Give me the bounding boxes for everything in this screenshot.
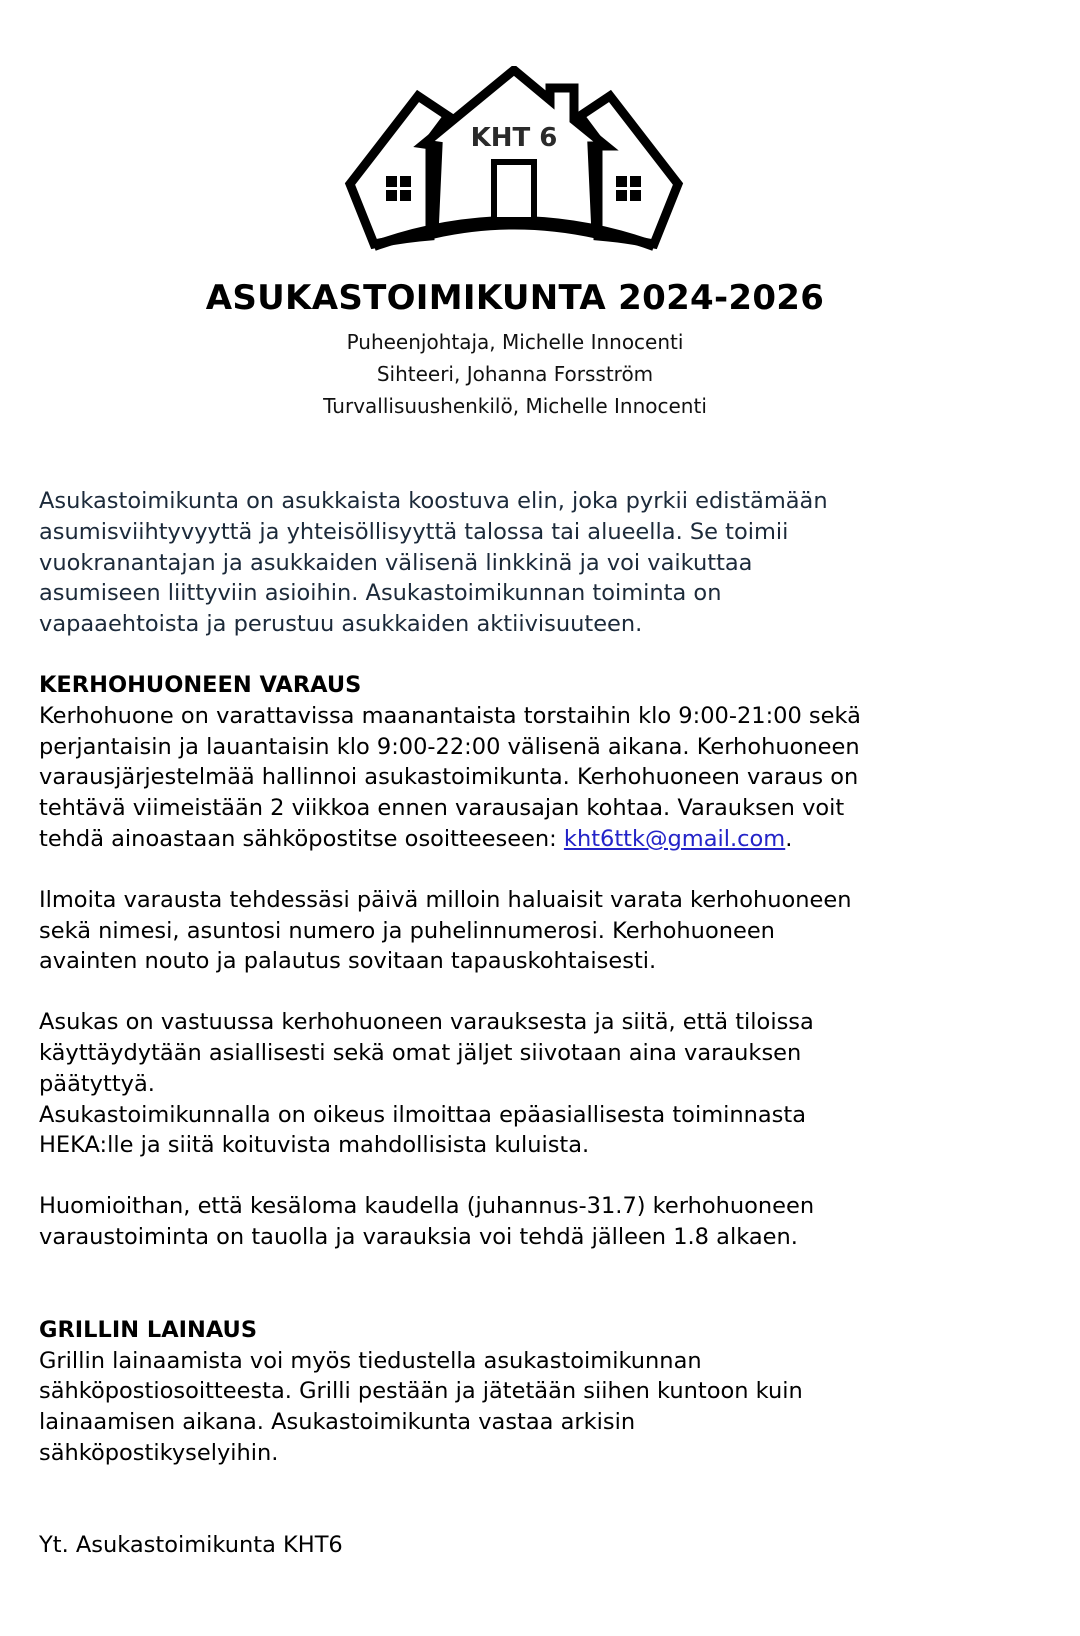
text-line: Asukastoimikunnalla on oikeus ilmoittaa epäasiallisesta toiminnasta xyxy=(39,1101,806,1128)
spacer xyxy=(39,1253,1019,1315)
page-title: ASUKASTOIMIKUNTA 2024-2026 xyxy=(205,278,825,318)
text-line: sähköpostikyselyihin. xyxy=(39,1439,279,1466)
signature: Yt. Asukastoimikunta KHT6 xyxy=(39,1532,343,1558)
committee-roles xyxy=(0,326,1030,422)
text-line: Ilmoita varausta tehdessäsi päivä milloin haluaisit varata kerhohuoneen xyxy=(39,886,852,913)
text-line: sekä nimesi, asuntosi numero ja puhelinnumerosi. Kerhohuoneen xyxy=(39,917,775,944)
main-content xyxy=(39,486,1019,1469)
intro-paragraph xyxy=(39,486,1019,640)
summer-break-paragraph xyxy=(39,1191,1019,1253)
logo-label: KHT 6 xyxy=(470,123,558,153)
role-safety-officer: Turvallisuushenkilö, Michelle Innocenti xyxy=(323,394,707,418)
kht6-logo xyxy=(344,66,684,252)
text-line: Asukas on vastuussa kerhohuoneen varauksesta ja siitä, että tiloissa xyxy=(39,1009,814,1036)
email-link[interactable]: kht6ttk@gmail.com xyxy=(563,825,786,852)
grill-heading: GRILLIN LAINAUS xyxy=(39,1316,258,1343)
text-line: sähköpostiosoitteesta. Grilli pestään ja jätetään siihen kuntoon kuin xyxy=(39,1378,803,1405)
club-room-hours-paragraph xyxy=(39,701,1019,855)
text-line: vapaaehtoista ja perustuu asukkaiden aktiivisuuteen. xyxy=(39,611,643,638)
text-line: avainten nouto ja palautus sovitaan tapauskohtaisesti. xyxy=(39,948,657,975)
text-line: päätyttyä. xyxy=(39,1070,155,1097)
text-line: Asukastoimikunta on asukkaista koostuva elin, joka pyrkii edistämään xyxy=(39,488,828,514)
text-line: Huomioithan, että kesäloma kaudella (juhannus-31.7) kerhohuoneen xyxy=(39,1193,815,1220)
text-line: käyttäydytään asiallisesti sekä omat jäljet siivotaan aina varauksen xyxy=(39,1039,802,1066)
text-line: Kerhohuone on varattavissa maanantaista torstaihin klo 9:00-21:00 sekä xyxy=(39,702,861,729)
text-line: vuokranantajan ja asukkaiden välisenä linkkinä ja voi vaikuttaa xyxy=(39,549,753,576)
text-line xyxy=(39,824,1019,855)
grill-section xyxy=(39,1315,1019,1469)
grill-paragraph xyxy=(39,1346,1019,1469)
text-line: varaustoiminta on tauolla ja varauksia voi tehdä jälleen 1.8 alkaen. xyxy=(39,1223,798,1250)
text-line: perjantaisin ja lauantaisin klo 9:00-22:00 välisenä aikana. Kerhohuoneen xyxy=(39,733,860,760)
text-line: lainaamisen aikana. Asukastoimikunta vastaa arkisin xyxy=(39,1409,636,1436)
email-suffix: . xyxy=(785,825,793,852)
text-line: tehtävä viimeistään 2 viikkoa ennen varausajan kohtaa. Varauksen voit xyxy=(39,795,845,822)
houses-logo-icon xyxy=(344,66,684,252)
email-prefix: tehdä ainoastaan sähköpostitse osoitteeseen: xyxy=(39,825,564,852)
text-line: asumiseen liittyviin asioihin. Asukastoimikunnan toiminta on xyxy=(39,580,722,607)
role-secretary: Sihteeri, Johanna Forsström xyxy=(376,362,654,386)
text-line: varausjärjestelmää hallinnoi asukastoimikunta. Kerhohuoneen varaus on xyxy=(39,764,859,791)
text-line: Grillin lainaamista voi myös tiedustella asukastoimikunnan xyxy=(39,1347,702,1374)
text-line: asumisviihtyvyyttä ja yhteisöllisyyttä talossa tai alueella. Se toimii xyxy=(39,518,789,545)
text-line: HEKA:lle ja siitä koituvista mahdollisista kuluista. xyxy=(39,1132,590,1159)
role-chair: Puheenjohtaja, Michelle Innocenti xyxy=(346,330,684,354)
club-room-booking-info-paragraph xyxy=(39,885,1019,977)
club-room-responsibility-paragraph xyxy=(39,1007,1019,1161)
club-room-section xyxy=(39,670,1019,1253)
club-room-heading: KERHOHUONEEN VARAUS xyxy=(39,671,362,698)
